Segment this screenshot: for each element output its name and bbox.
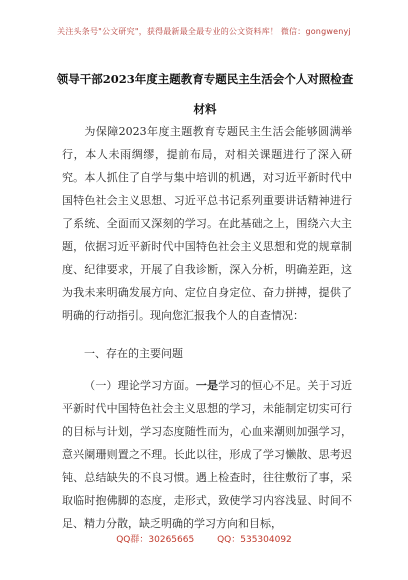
section-heading: 一、存在的主要问题 [84,347,183,360]
document-title: 领导干部2023年度主题教育专题民主生活会个人对照检查 [56,72,354,86]
footer-qq: QQ：535304092 [217,535,292,545]
para2-rest: 学习的恒心不足。关于习近平新时代中国特色社会主义思想的学习，未能制定切实可行的目标与计划，学习态度随性而为，心血来潮则加强学习，意兴阑珊则置之不理。长此以往，形成了学习懒散、思考迟钝、总结缺失的不良习惯。遇上检查时，往往敷衍了事，采取临时抱佛脚的态度，走形式，致使学习内容浅显、时间不足、精力分散，缺乏明确的学习方向和目标， [62,379,353,530]
intro-paragraph [62,120,352,327]
footer-contacts [0,532,408,545]
para2-lead: （一）理论学习方面。 [84,379,196,392]
intro-text: 为保障2023年度主题教育专题民主生活会能够圆满举行，本人未雨绸缪，提前布局，对相关课题进行了深入研究。本人抓住了自学与集中培训的机遇，对习近平新时代中国特色社会主义思想、习近平总书记系列重要讲话精神进行了系统、全面而又深刻的学习。在此基础之上，围绕六大主题，依据习近平新时代中国特色社会主义思想和党的规章制度、纪律要求，开展了自我诊断，深入分析，明确差距，这为我未来明确发展方向、定位自身定位、奋力拼搏，提供了明确的行动指引。现向您汇报我个人的自查情况： [62,125,352,322]
para2-bold: 一是 [195,379,219,392]
document-title-continued: 材料 [193,102,217,116]
header-note: 关注头条号"公文研究"，获得最新最全最专业的公文资料库！ 微信：gongwenyj [57,27,351,36]
theory-study-paragraph [62,374,352,535]
footer-qq-group: QQ群：30265665 [116,535,195,545]
